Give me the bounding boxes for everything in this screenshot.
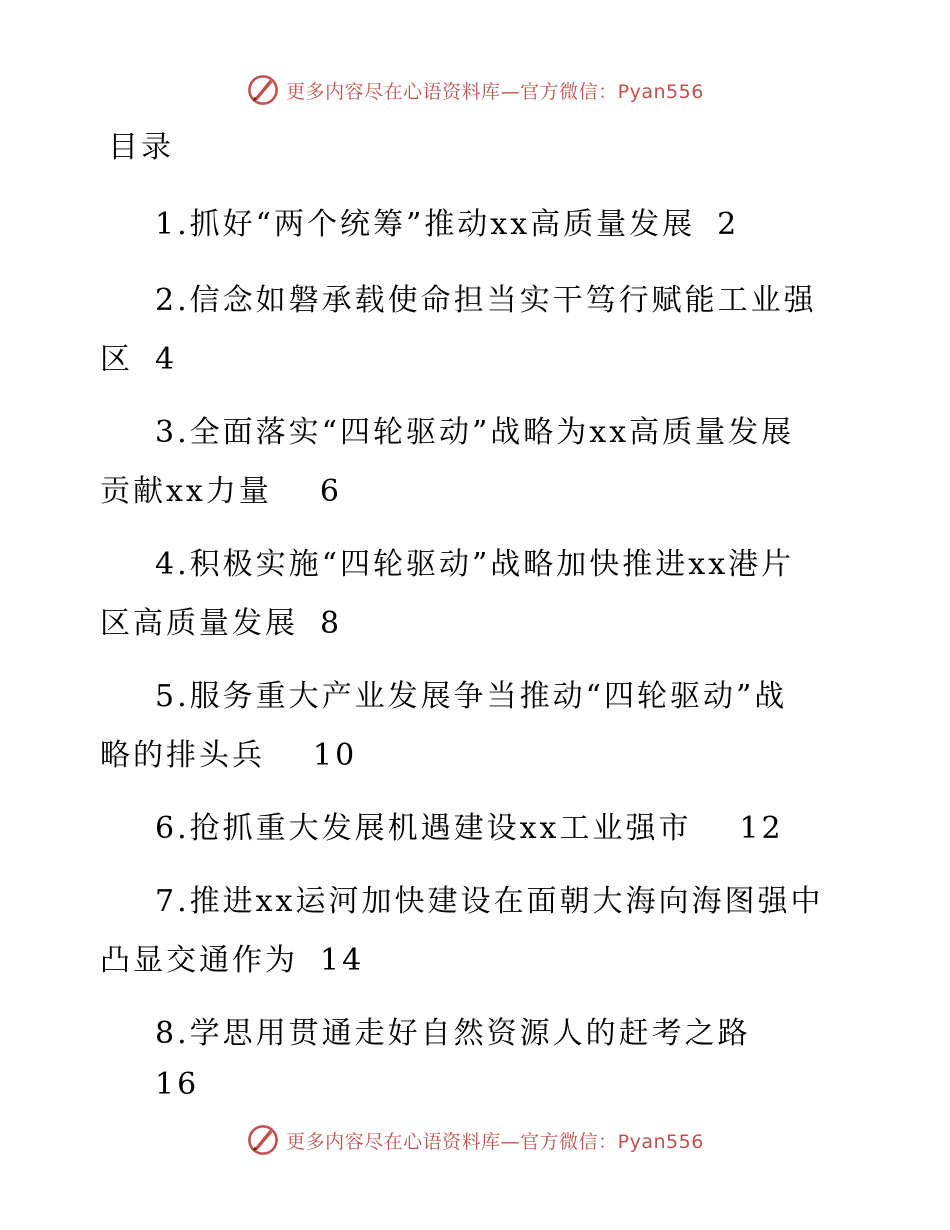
toc-entry-text: 区高质量发展: [100, 606, 298, 641]
toc-entry-page: 2: [717, 207, 740, 242]
toc-entry-page: 6: [319, 474, 342, 509]
toc-entry-6[interactable]: [155, 803, 784, 847]
watermark-text: 更多内容尽在心语资料库—官方微信：Pyan556: [286, 80, 704, 103]
toc-entry-page: 12: [739, 811, 784, 846]
toc-title: 目录: [108, 130, 174, 165]
toc-entry-text: 凸显交通作为: [100, 943, 298, 978]
toc-entry-text: 略的排头兵: [100, 738, 265, 773]
footer-watermark: [0, 1120, 950, 1160]
toc-entry-page: 10: [313, 738, 358, 773]
toc-entry-5[interactable]: [155, 671, 787, 715]
toc-entry-text: 2.信念如磐承载使命担当实干笃行赋能工业强: [155, 283, 817, 318]
toc-entry-text: 6.抢抓重大发展机遇建设xx工业强市: [155, 811, 692, 846]
header-watermark: [0, 70, 950, 110]
watermark-text: 更多内容尽在心语资料库—官方微信：Pyan556: [286, 1130, 704, 1153]
toc-entry-2[interactable]: [155, 275, 817, 319]
toc-entry-text: 3.全面落实“四轮驱动”战略为xx高质量发展: [155, 415, 795, 450]
toc-entry-page: 4: [155, 342, 178, 377]
toc-entry-text: 区: [100, 342, 133, 377]
toc-entry-text: 5.服务重大产业发展争当推动“四轮驱动”战: [155, 679, 788, 714]
toc-entry-text: 贡献xx力量: [100, 474, 272, 509]
toc-entry-page: 14: [320, 943, 365, 978]
toc-entry-2-cont[interactable]: [100, 334, 177, 378]
quill-logo-icon: [246, 73, 280, 107]
toc-entry-8[interactable]: [155, 1008, 751, 1052]
toc-entry-4-cont[interactable]: [100, 598, 342, 642]
toc-entry-text: 8.学思用贯通走好自然资源人的赶考之路: [155, 1016, 751, 1051]
toc-entry-4[interactable]: [155, 539, 794, 583]
toc-entry-text: 7.推进xx运河加快建设在面朝大海向海图强中: [155, 884, 824, 919]
toc-entry-7[interactable]: [155, 876, 823, 920]
toc-entry-page: 16: [155, 1067, 200, 1102]
toc-entry-page: 8: [320, 606, 343, 641]
toc-entry-text: 1.抓好“两个统筹”推动xx高质量发展: [155, 207, 696, 242]
toc-entry-5-cont[interactable]: [100, 730, 357, 774]
quill-logo-icon: [246, 1123, 280, 1157]
toc-entry-1[interactable]: [155, 199, 739, 243]
toc-entry-7-cont[interactable]: [100, 935, 364, 979]
toc-entry-text: 4.积极实施“四轮驱动”战略加快推进xx港片: [155, 547, 795, 582]
toc-entry-3-cont[interactable]: [100, 466, 342, 510]
toc-entry-3[interactable]: [155, 407, 794, 451]
toc-entry-8-cont[interactable]: [155, 1067, 199, 1102]
